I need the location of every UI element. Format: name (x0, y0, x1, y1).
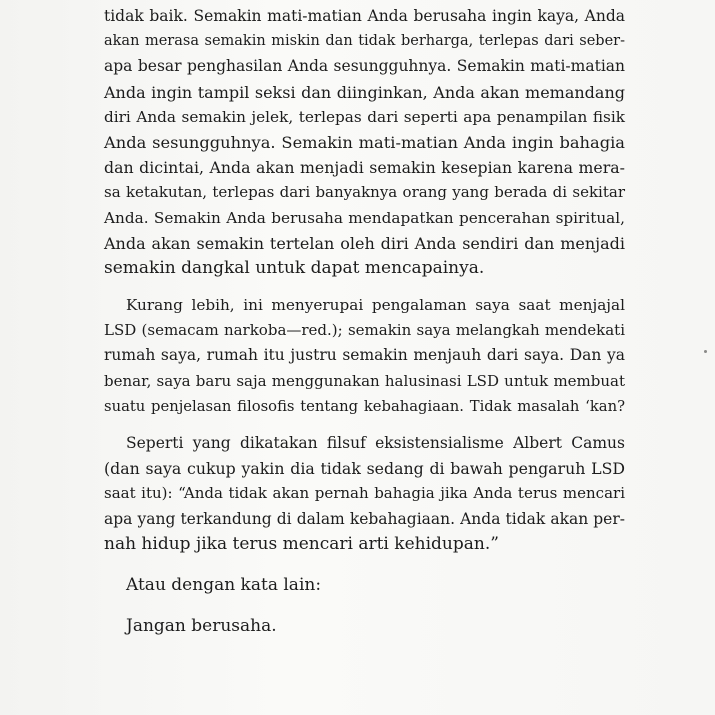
text-line: Anda sesungguhnya. Semakin mati-matian Anda ingin bahagia (104, 132, 625, 152)
text-line: akan merasa semakin miskin dan tidak berharga, terlepas dari seber- (104, 33, 625, 50)
text-line: LSD (semacam narkoba—red.); semakin saya melangkah mendekati (104, 321, 625, 340)
text-line: sa ketakutan, terlepas dari banyaknya orang yang berada di sekitar (104, 183, 625, 202)
text-line: Jangan berusaha. (126, 616, 277, 637)
text-line: dan dicintai, Anda akan menjadi semakin kesepian karena mera- (104, 158, 625, 178)
text-line: semakin dangkal untuk dapat mencapainya. (104, 257, 485, 278)
text-line: (dan saya cukup yakin dia tidak sedang di bawah pengaruh LSD (104, 459, 625, 479)
paragraph-4 (104, 573, 625, 598)
text-line: Atau dengan kata lain: (126, 574, 322, 595)
text-line: suatu penjelasan filosofis tentang kebahagiaan. Tidak masalah ‘kan? (104, 397, 625, 415)
paragraph-1 (104, 4, 625, 281)
text-line: diri Anda semakin jelek, terlepas dari seperti apa penampilan fisik (104, 107, 625, 126)
text-line: nah hidup jika terus mencari arti kehidupan.” (104, 533, 499, 554)
text-line: apa besar penghasilan Anda sesungguhnya. Semakin mati-matian (104, 57, 625, 76)
page-speck (704, 350, 707, 353)
text-line: rumah saya, rumah itu justru semakin menjauh dari saya. Dan ya (104, 346, 625, 365)
text-line: Seperti yang dikatakan filsuf eksistensialisme Albert Camus (126, 434, 625, 452)
text-line: Kurang lebih, ini menyerupai pengalaman saya saat menjajal (126, 296, 625, 315)
paragraph-5 (104, 614, 625, 639)
text-line: Anda. Semakin Anda berusaha mendapatkan pencerahan spiritual, (104, 208, 625, 227)
body-text (104, 4, 625, 639)
text-line: benar, saya baru saja menggunakan halusinasi LSD untuk membuat (104, 371, 625, 390)
paragraph-2 (104, 293, 625, 419)
paragraph-3 (104, 431, 625, 557)
text-line: apa yang terkandung di dalam kebahagiaan. Anda tidak akan per- (104, 509, 625, 528)
text-line: Anda ingin tampil seksi dan diinginkan, Anda akan memandang (104, 82, 625, 102)
text-line: Anda akan semakin tertelan oleh diri Anda sendiri dan menjadi (104, 233, 625, 253)
text-line: tidak baik. Semakin mati-matian Anda berusaha ingin kaya, Anda (104, 7, 625, 25)
text-line: saat itu): “Anda tidak akan pernah bahagia jika Anda terus mencari (104, 484, 625, 503)
